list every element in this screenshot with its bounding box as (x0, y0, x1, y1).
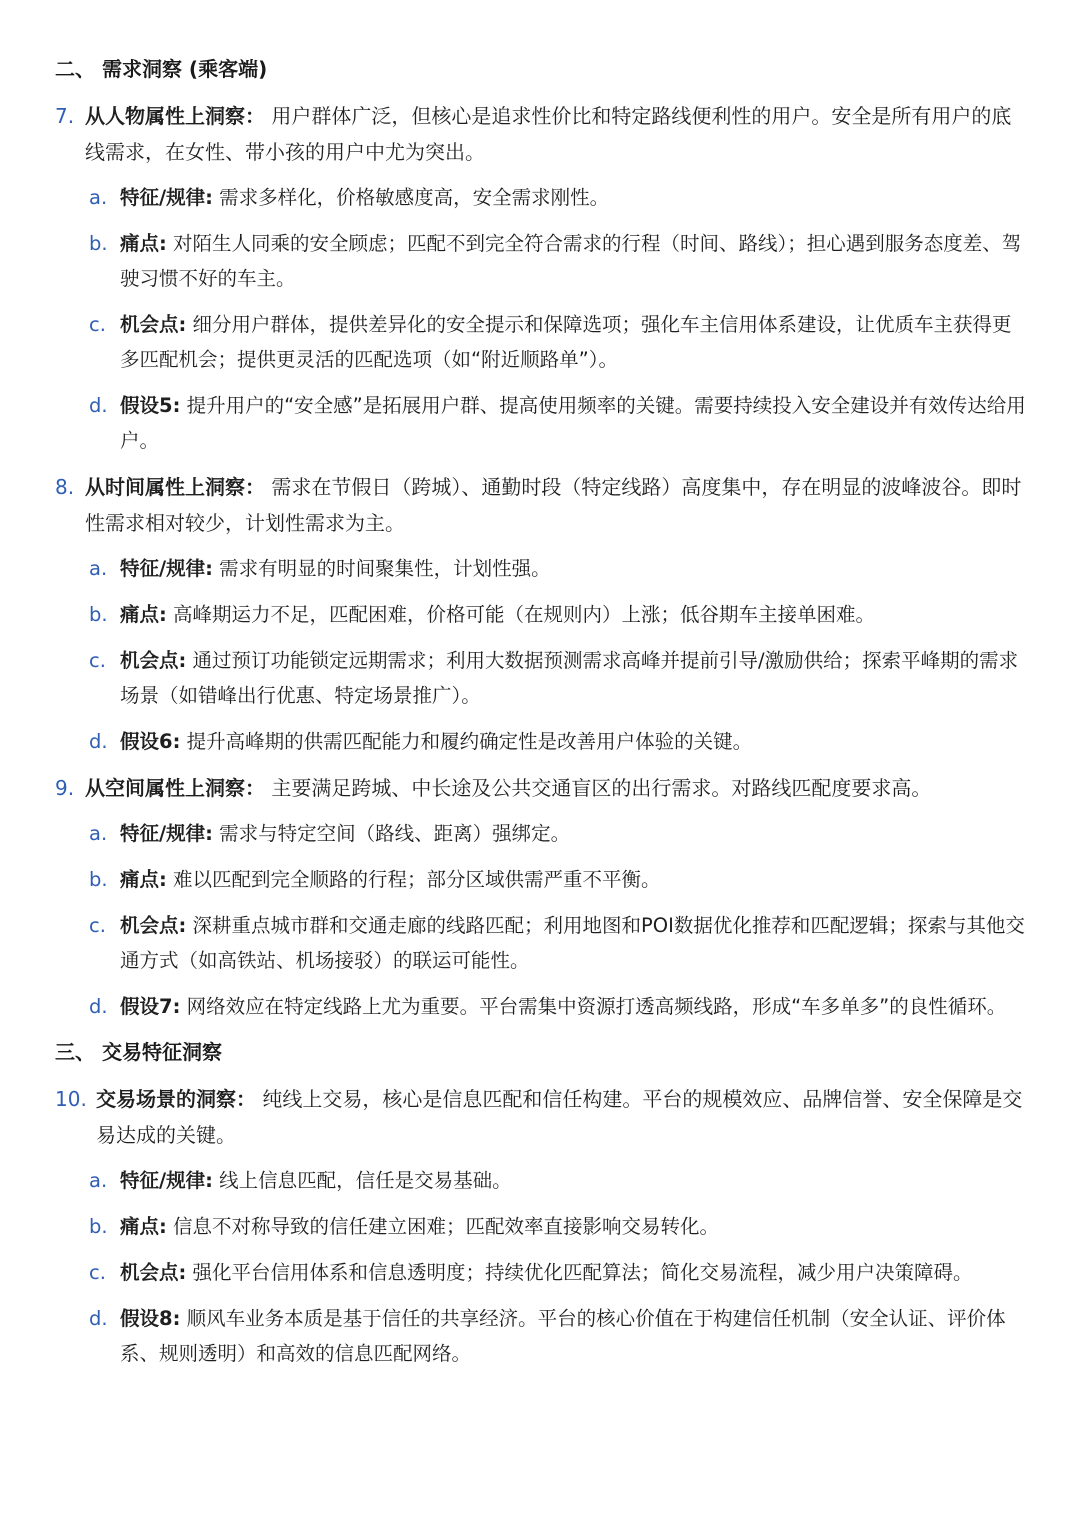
item-title: 从时间属性上洞察： (85, 475, 265, 499)
sub-text: 信息不对称导致的信任建立困难；匹配效率直接影响交易转化。 (166, 1215, 720, 1238)
item-title: 交易场景的洞察： (96, 1087, 256, 1111)
item-body (96, 1081, 1028, 1153)
item-number: 10. (55, 1087, 87, 1111)
sub-label: 假设8: (120, 1307, 181, 1330)
sub-body (120, 1209, 1028, 1244)
sub-text: 线上信息匹配，信任是交易基础。 (212, 1169, 512, 1192)
sub-item-7a (89, 180, 1028, 215)
sub-body (120, 643, 1028, 713)
sub-text: 网络效应在特定线路上尤为重要。平台需集中资源打透高频线路，形成“车多单多”的良性循环。 (180, 995, 1007, 1018)
section-heading-transaction: 三、 交易特征洞察 (55, 1040, 222, 1064)
sub-body (120, 1255, 1028, 1290)
sub-body (120, 1301, 1028, 1371)
sub-label: 痛点: (120, 868, 167, 891)
sub-letter: b. (89, 232, 108, 255)
sub-item-9a (89, 816, 1028, 851)
sub-body (120, 597, 1028, 632)
item-text: 用户群体广泛，但核心是追求性价比和特定路线便利性的用户。安全是所有用户的底线需求，在女性、带小孩的用户中尤为突出。 (85, 104, 1012, 164)
item-number: 8. (55, 475, 75, 499)
item-body (85, 770, 1028, 806)
sub-letter: a. (89, 186, 108, 209)
sub-item-9d (89, 989, 1028, 1024)
item-body (85, 469, 1028, 541)
sub-body (120, 862, 1028, 897)
sub-label: 痛点: (120, 603, 167, 626)
list-item-7 (55, 98, 1028, 170)
sub-label: 特征/规律: (120, 822, 213, 845)
sub-label: 痛点: (120, 1215, 167, 1238)
sub-label: 机会点: (120, 313, 187, 336)
sub-label: 假设6: (120, 730, 181, 753)
sub-body (120, 989, 1028, 1024)
sub-text: 提升高峰期的供需匹配能力和履约确定性是改善用户体验的关键。 (180, 730, 753, 753)
sub-text: 需求多样化，价格敏感度高，安全需求刚性。 (212, 186, 610, 209)
sub-letter: a. (89, 822, 108, 845)
sub-item-7b (89, 226, 1028, 296)
sub-text: 细分用户群体，提供差异化的安全提示和保障选项；强化车主信用体系建设，让优质车主获得更多匹配机会；提供更灵活的匹配选项（如“附近顺路单”）。 (120, 313, 1012, 371)
sub-body (120, 551, 1028, 586)
sub-body (120, 908, 1028, 978)
sub-letter: d. (89, 394, 108, 417)
sub-letter: d. (89, 995, 108, 1018)
section-heading-demand: 二、 需求洞察 (乘客端) (55, 57, 268, 81)
sub-item-10d (89, 1301, 1028, 1371)
item-number: 7. (55, 104, 75, 128)
sub-text: 需求与特定空间（路线、距离）强绑定。 (212, 822, 571, 845)
sub-letter: c. (89, 1261, 106, 1284)
sub-text: 难以匹配到完全顺路的行程；部分区域供需严重不平衡。 (166, 868, 661, 891)
sub-body (120, 388, 1028, 458)
sub-letter: d. (89, 1307, 108, 1330)
sub-body (120, 307, 1028, 377)
sub-letter: c. (89, 914, 106, 937)
sub-body (120, 724, 1028, 759)
sub-letter: c. (89, 313, 106, 336)
list-item-10 (55, 1081, 1028, 1153)
sub-text: 需求有明显的时间聚集性，计划性强。 (212, 557, 551, 580)
item-text: 主要满足跨城、中长途及公共交通盲区的出行需求。对路线匹配度要求高。 (265, 776, 932, 800)
sub-text: 高峰期运力不足，匹配困难，价格可能（在规则内）上涨；低谷期车主接单困难。 (166, 603, 876, 626)
sub-item-9b (89, 862, 1028, 897)
sub-body (120, 1163, 1028, 1198)
sub-letter: a. (89, 1169, 108, 1192)
list-item-8 (55, 469, 1028, 541)
sub-item-8b (89, 597, 1028, 632)
sub-item-7c (89, 307, 1028, 377)
list-item-9 (55, 770, 1028, 806)
sub-text: 通过预订功能锁定远期需求；利用大数据预测需求高峰并提前引导/激励供给；探索平峰期的需求场景（如错峰出行优惠、特定场景推广）。 (120, 649, 1019, 707)
sub-letter: d. (89, 730, 108, 753)
sub-label: 假设5: (120, 394, 181, 417)
sub-text: 对陌生人同乘的安全顾虑；匹配不到完全符合需求的行程（时间、路线）；担心遇到服务态度差、驾驶习惯不好的车主。 (120, 232, 1022, 290)
sub-label: 机会点: (120, 914, 187, 937)
sub-text: 深耕重点城市群和交通走廊的线路匹配；利用地图和POI数据优化推荐和匹配逻辑；探索与其他交通方式（如高铁站、机场接驳）的联运可能性。 (120, 914, 1025, 972)
sub-item-10a (89, 1163, 1028, 1198)
sub-item-10c (89, 1255, 1028, 1290)
sub-item-7d (89, 388, 1028, 458)
sub-body (120, 180, 1028, 215)
item-text: 纯线上交易，核心是信息匹配和信任构建。平台的规模效应、品牌信誉、安全保障是交易达成的关键。 (96, 1087, 1023, 1147)
item-number: 9. (55, 776, 75, 800)
sub-label: 特征/规律: (120, 186, 213, 209)
sub-item-10b (89, 1209, 1028, 1244)
sub-letter: a. (89, 557, 108, 580)
sub-label: 痛点: (120, 232, 167, 255)
sub-item-8d (89, 724, 1028, 759)
sub-letter: b. (89, 603, 108, 626)
sub-label: 机会点: (120, 649, 187, 672)
sub-text: 提升用户的“安全感”是拓展用户群、提高使用频率的关键。需要持续投入安全建设并有效传达给用户。 (120, 394, 1026, 452)
sub-label: 机会点: (120, 1261, 187, 1284)
sub-text: 顺风车业务本质是基于信任的共享经济。平台的核心价值在于构建信任机制（安全认证、评价体系、规则透明）和高效的信息匹配网络。 (120, 1307, 1006, 1365)
sub-label: 特征/规律: (120, 1169, 213, 1192)
sub-item-8c (89, 643, 1028, 713)
sub-letter: c. (89, 649, 106, 672)
sub-text: 强化平台信用体系和信息透明度；持续优化匹配算法；简化交易流程，减少用户决策障碍。 (186, 1261, 973, 1284)
item-body (85, 98, 1028, 170)
sub-label: 特征/规律: (120, 557, 213, 580)
sub-body (120, 816, 1028, 851)
sub-letter: b. (89, 1215, 108, 1238)
item-title: 从人物属性上洞察： (85, 104, 265, 128)
sub-label: 假设7: (120, 995, 181, 1018)
sub-item-9c (89, 908, 1028, 978)
sub-item-8a (89, 551, 1028, 586)
sub-letter: b. (89, 868, 108, 891)
item-text: 需求在节假日（跨城）、通勤时段（特定线路）高度集中，存在明显的波峰波谷。即时性需求相对较少，计划性需求为主。 (85, 475, 1022, 535)
item-title: 从空间属性上洞察： (85, 776, 265, 800)
sub-body (120, 226, 1028, 296)
